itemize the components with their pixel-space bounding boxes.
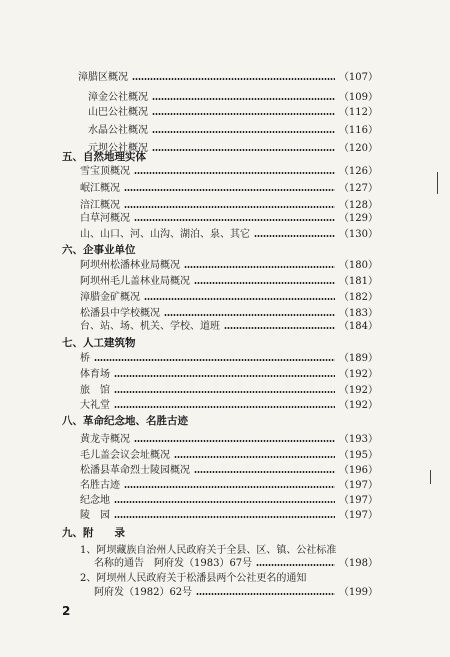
- toc-entry-label: 阿府发（1982）62号: [94, 587, 193, 598]
- toc-entry: [80, 182, 378, 195]
- toc-entry-page: （195）: [338, 450, 378, 461]
- leader-dots: [134, 219, 335, 221]
- leader-dots: [194, 282, 335, 284]
- toc-entry-label: 体育场: [80, 369, 110, 380]
- toc-entry: [80, 399, 378, 412]
- toc-entry-page: （126）: [338, 166, 378, 177]
- toc-entry-label: 松潘县中学校概况: [80, 308, 160, 319]
- toc-entry-page: （116）: [338, 125, 378, 136]
- toc-entry-page: （192）: [338, 400, 378, 411]
- toc-entry: [80, 433, 378, 446]
- toc-entry-label: 台、站、场、机关、学校、道班: [80, 321, 220, 332]
- leader-dots: [152, 149, 335, 151]
- section-heading: 五、自然地理实体: [62, 151, 146, 163]
- toc-entry-label: 漳腊金矿概况: [80, 292, 140, 303]
- leader-dots: [152, 131, 335, 133]
- toc-entry-label: 黄龙寺概况: [80, 434, 130, 445]
- toc-entry: [80, 368, 378, 381]
- leader-dots: [114, 516, 335, 518]
- toc-entry: [80, 165, 378, 178]
- toc-entry-page: （182）: [338, 292, 378, 303]
- toc-entry-label: 纪念地: [80, 495, 110, 506]
- toc-entry: [88, 106, 378, 119]
- leader-dots: [174, 456, 335, 458]
- toc-entry: [88, 124, 378, 137]
- section-heading: 七、人工建筑物: [62, 337, 136, 349]
- toc-entry-label: 陵 园: [80, 510, 110, 521]
- toc-entry-page: （112）: [338, 107, 378, 118]
- toc-entry-label: 名称的通告 阿府发（1983）67号: [94, 558, 253, 569]
- toc-entry-label: 雪宝顶概况: [80, 166, 130, 177]
- page-number: 2: [62, 604, 71, 618]
- toc-entry-page: （129）: [338, 213, 378, 224]
- leader-dots: [164, 314, 335, 316]
- toc-entry-page: （199）: [338, 587, 378, 598]
- toc-entry: [80, 449, 378, 462]
- section-heading: 九、附 录: [62, 527, 125, 539]
- toc-entry: [80, 228, 378, 241]
- toc-entry-label: 水晶公社概况: [88, 125, 148, 136]
- toc-entry-label: 松潘县革命烈士陵园概况: [80, 465, 190, 476]
- leader-dots: [134, 440, 335, 442]
- toc-entry-label: 阿坝州毛儿盖林业局概况: [80, 276, 190, 287]
- toc-entry-page: （127）: [338, 183, 378, 194]
- toc-entry-page: （183）: [338, 308, 378, 319]
- toc-entry-page: （197）: [338, 510, 378, 521]
- toc-entry-page: （128）: [338, 200, 378, 211]
- toc-entry-page: （196）: [338, 465, 378, 476]
- toc-entry-label: 阿坝州松潘林业局概况: [80, 260, 180, 271]
- toc-entry-label: 涪江概况: [80, 200, 120, 211]
- toc-entry-label: 山巴公社概况: [88, 107, 148, 118]
- toc-entry-page: （181）: [338, 276, 378, 287]
- leader-dots: [94, 359, 335, 361]
- toc-entry-page: （184）: [338, 321, 378, 332]
- toc-entry: [80, 307, 378, 320]
- leader-dots: [124, 206, 335, 208]
- leader-dots: [124, 189, 335, 191]
- leader-dots: [114, 406, 335, 408]
- toc-entry-page: （107）: [338, 72, 378, 83]
- scan-mark: [437, 172, 438, 194]
- toc-entry-label: 旅 馆: [80, 385, 110, 396]
- toc-entry: [78, 71, 378, 84]
- toc-entry: [80, 509, 378, 522]
- toc-entry-label: 毛儿盖会议会址概况: [80, 450, 170, 461]
- toc-entry: [80, 352, 378, 365]
- toc-entry-page: （193）: [338, 434, 378, 445]
- toc-entry-label: 白草河概况: [80, 213, 130, 224]
- leader-dots: [134, 172, 335, 174]
- leader-dots: [114, 501, 335, 503]
- toc-entry-page: （130）: [338, 229, 378, 240]
- leader-dots: [144, 298, 335, 300]
- leader-dots: [114, 375, 335, 377]
- toc-entry: [94, 557, 378, 570]
- toc-entry: [80, 199, 378, 212]
- toc-entry-label: 漳金公社概况: [88, 92, 148, 103]
- toc-entry-label: 岷江概况: [80, 183, 120, 194]
- toc-entry: [80, 479, 378, 492]
- toc-entry-page: （120）: [338, 143, 378, 154]
- toc-entry-page: （189）: [338, 353, 378, 364]
- toc-entry-label: 大礼堂: [80, 400, 110, 411]
- toc-entry: [88, 91, 378, 104]
- leader-dots: [152, 98, 335, 100]
- toc-entry-page: （192）: [338, 369, 378, 380]
- leader-dots: [256, 564, 335, 566]
- toc-entry-label: 桥: [80, 353, 90, 364]
- toc-entry-page: （180）: [338, 260, 378, 271]
- leader-dots: [114, 391, 335, 393]
- scan-mark: [430, 470, 431, 484]
- leader-dots: [124, 486, 335, 488]
- toc-entry: [80, 384, 378, 397]
- toc-entry: [80, 212, 378, 225]
- toc-entry-label: 元坝公社概况: [88, 143, 148, 154]
- toc-entry-label: 山、山口、河、山沟、湖泊、泉、其它: [80, 229, 250, 240]
- toc-entry: [80, 320, 378, 333]
- toc-entry-page: （192）: [338, 385, 378, 396]
- toc-entry: [80, 259, 378, 272]
- toc-entry: [80, 275, 378, 288]
- leader-dots: [152, 113, 335, 115]
- leader-dots: [196, 593, 335, 595]
- appendix-item-line: 1、阿坝藏族自治州人民政府关于全县、区、镇、公社标准: [80, 545, 337, 556]
- toc-entry-page: （109）: [338, 92, 378, 103]
- section-heading: 六、企事业单位: [62, 244, 136, 256]
- section-heading: 八、革命纪念地、名胜古迹: [62, 415, 188, 427]
- leader-dots: [254, 235, 335, 237]
- toc-entry: [94, 586, 378, 599]
- toc-entry: [80, 464, 378, 477]
- leader-dots: [132, 78, 335, 80]
- leader-dots: [224, 327, 335, 329]
- toc-entry-label: 名胜古迹: [80, 480, 120, 491]
- leader-dots: [184, 266, 335, 268]
- toc-entry-page: （197）: [338, 480, 378, 491]
- toc-entry: [80, 291, 378, 304]
- toc-entry-page: （198）: [338, 558, 378, 569]
- toc-entry-page: （197）: [338, 495, 378, 506]
- appendix-item-line: 2、阿坝州人民政府关于松潘县两个公社更名的通知: [80, 573, 307, 584]
- toc-entry-label: 漳腊区概况: [78, 72, 128, 83]
- toc-entry: [80, 494, 378, 507]
- leader-dots: [194, 471, 335, 473]
